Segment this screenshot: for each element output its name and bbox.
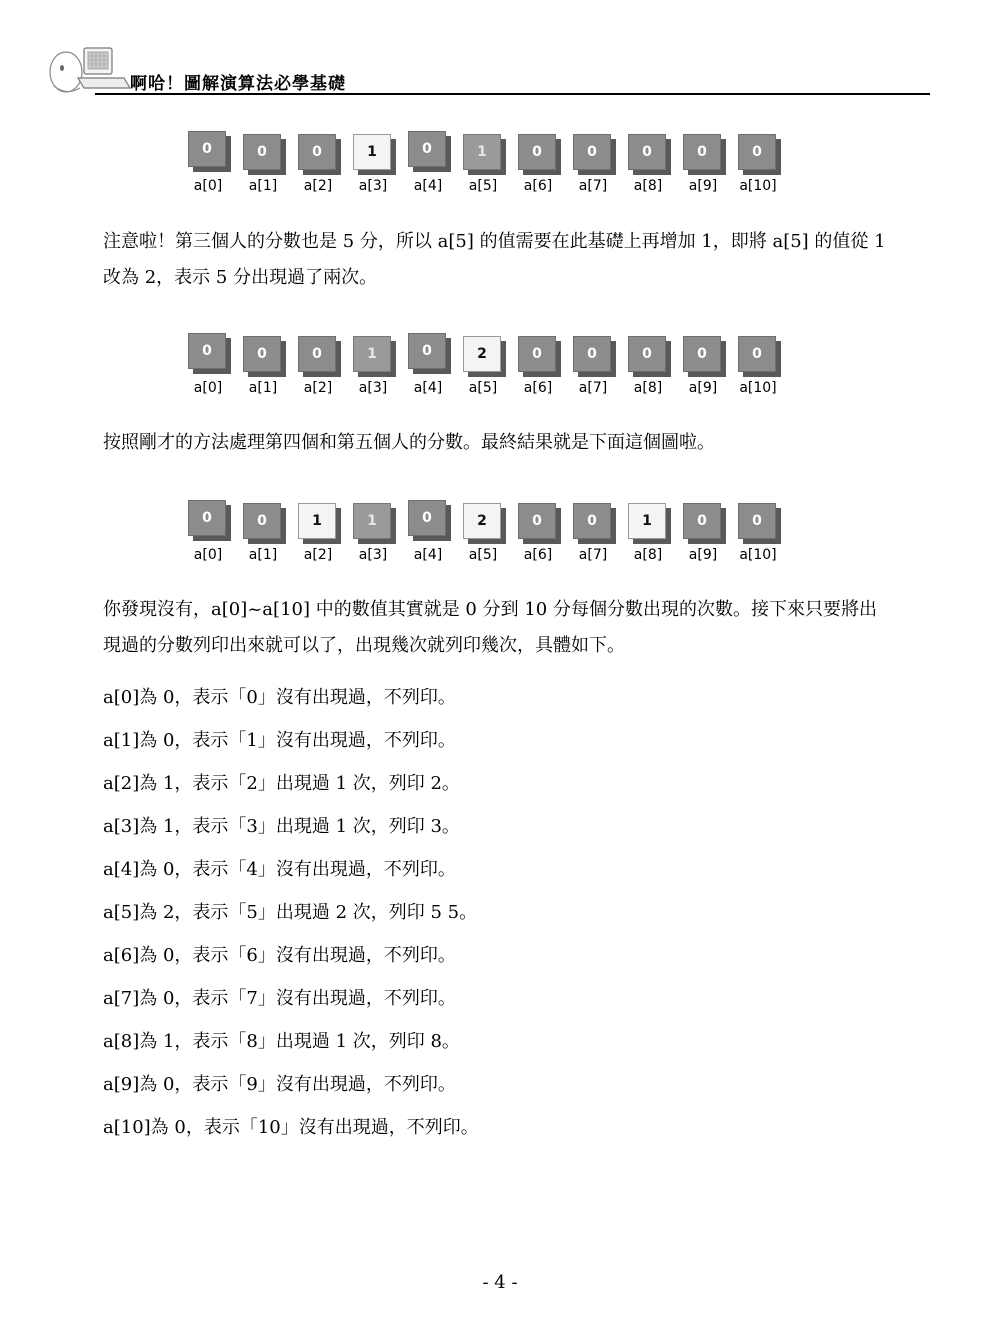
list-item: a[6]為 0，表示「6」沒有出現過，不列印。	[103, 945, 456, 966]
list-item: a[7]為 0，表示「7」沒有出現過，不列印。	[103, 988, 456, 1009]
array-cell-label: a[10]	[739, 547, 777, 563]
array-cell-value: 0	[188, 500, 226, 536]
array-cell	[463, 336, 511, 402]
array-cell-label: a[7]	[578, 547, 608, 563]
book-title: 啊哈！圖解演算法必學基礎	[130, 74, 346, 94]
array-cell-label: a[8]	[633, 178, 663, 194]
array-cell	[353, 134, 401, 200]
array-cell-value: 0	[573, 336, 611, 372]
array-cell-label: a[3]	[358, 547, 388, 563]
array-cell-value: 2	[463, 336, 501, 372]
header-divider	[95, 93, 930, 95]
array-cell-label: a[0]	[193, 547, 223, 563]
array-cell-label: a[8]	[633, 380, 663, 396]
array-figure-1	[188, 134, 788, 200]
array-cell-label: a[4]	[413, 380, 443, 396]
array-cell-value: 0	[628, 336, 666, 372]
array-cell-value: 0	[408, 333, 446, 369]
array-figure-2	[188, 336, 788, 402]
array-cell-label: a[2]	[303, 380, 333, 396]
array-cell	[408, 503, 456, 569]
array-cell	[683, 503, 731, 569]
array-cell	[518, 134, 566, 200]
array-cell-value: 0	[738, 336, 776, 372]
array-cell-value: 0	[188, 333, 226, 369]
array-cell-label: a[9]	[688, 178, 718, 194]
array-cell-label: a[10]	[739, 178, 777, 194]
array-cell	[573, 134, 621, 200]
array-cell-label: a[10]	[739, 380, 777, 396]
array-cell-value: 0	[683, 336, 721, 372]
array-cell-label: a[5]	[468, 178, 498, 194]
array-cell-value: 0	[243, 503, 281, 539]
array-cell-label: a[2]	[303, 547, 333, 563]
array-cell-label: a[6]	[523, 178, 553, 194]
array-cell-label: a[0]	[193, 178, 223, 194]
array-cell	[188, 336, 236, 402]
array-cell	[738, 134, 786, 200]
array-cell	[683, 336, 731, 402]
array-cell	[683, 134, 731, 200]
array-cell	[243, 336, 291, 402]
array-cell-value: 1	[353, 503, 391, 539]
array-cell-value: 2	[463, 503, 501, 539]
array-cell	[243, 134, 291, 200]
array-cell	[298, 503, 346, 569]
array-cell	[298, 134, 346, 200]
array-cell	[518, 503, 566, 569]
array-cell	[573, 336, 621, 402]
list-item: a[3]為 1，表示「3」出現過 1 次，列印 3。	[103, 816, 460, 837]
array-cell	[573, 503, 621, 569]
array-cell	[738, 336, 786, 402]
array-cell-value: 1	[628, 503, 666, 539]
array-cell-value: 0	[573, 134, 611, 170]
array-cell-label: a[3]	[358, 380, 388, 396]
array-cell	[738, 503, 786, 569]
array-cell-label: a[4]	[413, 178, 443, 194]
paragraph-2: 按照剛才的方法處理第四個和第五個人的分數。最終結果就是下面這個圖啦。	[103, 432, 715, 453]
list-item: a[10]為 0，表示「10」沒有出現過，不列印。	[103, 1117, 479, 1138]
array-cell	[188, 503, 236, 569]
list-item: a[9]為 0，表示「9」沒有出現過，不列印。	[103, 1074, 456, 1095]
array-cell-value: 0	[518, 503, 556, 539]
array-cell-label: a[6]	[523, 380, 553, 396]
array-cell	[628, 336, 676, 402]
array-cell-value: 1	[298, 503, 336, 539]
list-item: a[1]為 0，表示「1」沒有出現過，不列印。	[103, 730, 456, 751]
array-cell-label: a[5]	[468, 380, 498, 396]
array-cell	[628, 503, 676, 569]
list-item: a[4]為 0，表示「4」沒有出現過，不列印。	[103, 859, 456, 880]
paragraph-3: 你發現沒有，a[0]~a[10] 中的數值其實就是 0 分到 10 分每個分數出現的次數。接下來只要將出現過的分數列印出來就可以了，出現幾次就列印幾次，具體如下。	[103, 599, 877, 656]
array-cell-value: 0	[628, 134, 666, 170]
array-cell-label: a[1]	[248, 380, 278, 396]
array-cell-value: 0	[518, 336, 556, 372]
array-cell	[518, 336, 566, 402]
array-cell-value: 0	[243, 134, 281, 170]
array-cell-label: a[9]	[688, 380, 718, 396]
array-cell-label: a[0]	[193, 380, 223, 396]
array-cell	[243, 503, 291, 569]
array-cell-label: a[8]	[633, 547, 663, 563]
array-cell	[628, 134, 676, 200]
array-cell	[463, 503, 511, 569]
array-cell	[463, 134, 511, 200]
array-cell-value: 0	[738, 134, 776, 170]
array-cell-value: 0	[518, 134, 556, 170]
array-cell-label: a[4]	[413, 547, 443, 563]
array-cell-value: 0	[738, 503, 776, 539]
array-cell-label: a[6]	[523, 547, 553, 563]
array-cell-value: 1	[463, 134, 501, 170]
array-cell	[353, 336, 401, 402]
array-cell-label: a[2]	[303, 178, 333, 194]
array-cell-value: 0	[573, 503, 611, 539]
array-cell	[188, 134, 236, 200]
array-figure-3	[188, 503, 788, 569]
array-cell-value: 1	[353, 336, 391, 372]
array-cell-value: 0	[298, 336, 336, 372]
array-cell-label: a[9]	[688, 547, 718, 563]
list-item: a[0]為 0，表示「0」沒有出現過，不列印。	[103, 687, 456, 708]
character-at-computer-icon	[44, 42, 134, 96]
array-cell-value: 0	[298, 134, 336, 170]
array-cell	[353, 503, 401, 569]
array-cell-value: 0	[683, 134, 721, 170]
array-cell-value: 0	[243, 336, 281, 372]
array-cell-value: 0	[408, 131, 446, 167]
array-cell-value: 0	[683, 503, 721, 539]
array-cell-label: a[7]	[578, 178, 608, 194]
array-cell-value: 1	[353, 134, 391, 170]
list-item: a[8]為 1，表示「8」出現過 1 次，列印 8。	[103, 1031, 460, 1052]
array-cell	[408, 134, 456, 200]
array-cell-label: a[1]	[248, 547, 278, 563]
array-cell-value: 0	[408, 500, 446, 536]
list-item: a[2]為 1，表示「2」出現過 1 次，列印 2。	[103, 773, 460, 794]
array-cell-label: a[3]	[358, 178, 388, 194]
array-cell-label: a[7]	[578, 380, 608, 396]
array-cell-label: a[5]	[468, 547, 498, 563]
page-header	[40, 40, 930, 96]
page-number: - 4 -	[482, 1272, 518, 1293]
paragraph-1: 注意啦！第三個人的分數也是 5 分，所以 a[5] 的值需要在此基礎上再增加 1，即將 a[5] 的值從 1 改為 2，表示 5 分出現過了兩次。	[103, 231, 886, 288]
list-item: a[5]為 2，表示「5」出現過 2 次，列印 5 5。	[103, 902, 478, 923]
array-cell-value: 0	[188, 131, 226, 167]
array-cell	[408, 336, 456, 402]
array-cell-label: a[1]	[248, 178, 278, 194]
array-cell	[298, 336, 346, 402]
